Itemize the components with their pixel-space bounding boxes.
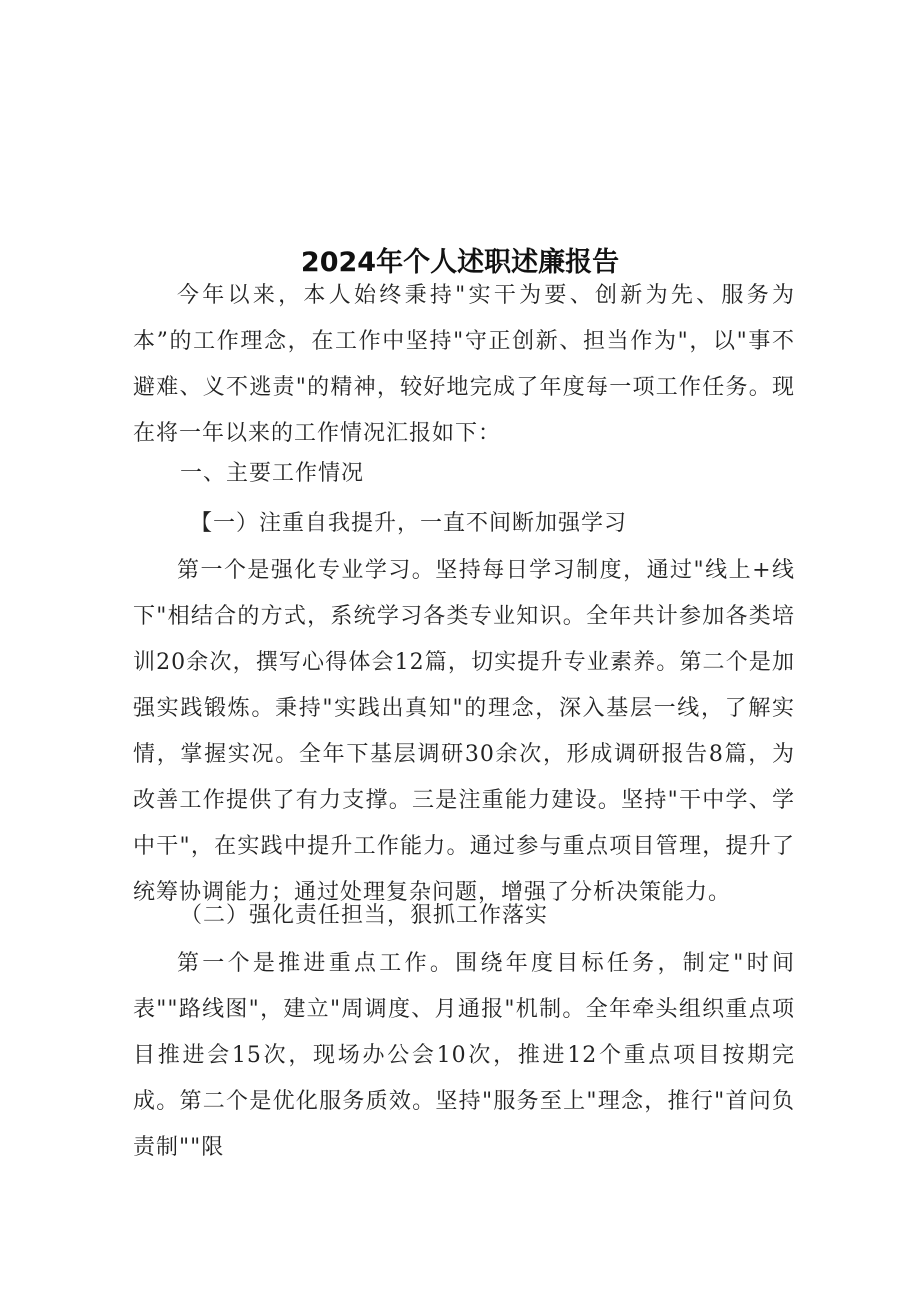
section-heading-main-work: 一、主要工作情况 [180,461,365,486]
intro-paragraph: 今年以来，本人始终秉持"实干为要、创新为先、服务为本”的工作理念，在工作中坚持"守正创新、担当作为"，以"事不避难、义不逃责"的精神，较好地完成了年度每一项工作任务。现在将一年以来的工作情况汇报如下： [133,283,795,446]
subsection-heading-self-improvement: 【一）注重自我提升，一直不间断加强学习 [190,511,628,536]
subsection-heading-responsibility: （二）强化责任担当，狠抓工作落实 [180,903,549,928]
paragraph-self-improvement: 第一个是强化专业学习。坚持每日学习制度，通过"线上+线下"相结合的方式，系统学习各类专业知识。全年共计参加各类培训20余次，撰写心得体会12篇，切实提升专业素养。第二个是加强实践锻炼。秉持"实践出真知"的理念，深入基层一线，了解实情，掌握实况。全年下基层调研30余次，形成调研报告8篇，为改善工作提供了有力支撑。三是注重能力建设。坚持"干中学、学中干"，在实践中提升工作能力。通过参与重点项目管理，提升了统筹协调能力；通过处理复杂问题，增强了分析决策能力。 [133,558,795,905]
document-title: 2024年个人述职述廉报告 [300,247,620,279]
paragraph-responsibility: 第一个是推进重点工作。围绕年度目标任务，制定"时间表""路线图"，建立"周调度、月通报"机制。全年牵头组织重点项目推进会15次，现场办公会10次，推进12个重点项目按期完成。第二个是优化服务质效。坚持"服务至上"理念，推行"首问负责制""限 [133,951,795,1160]
